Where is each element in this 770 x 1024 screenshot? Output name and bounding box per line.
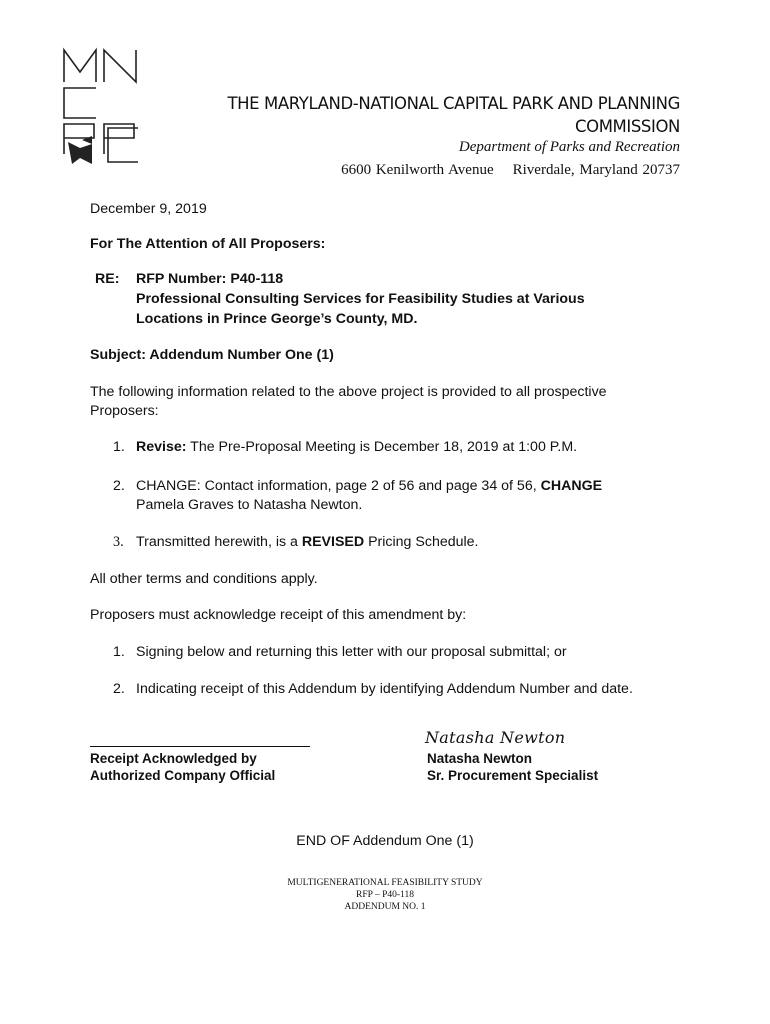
org-name-line2: COMMISSION <box>575 117 680 136</box>
pricing-emphasis: REVISED <box>301 534 365 550</box>
ack-item-1: Signing below and returning this letter with our proposal submittal; or <box>136 644 567 660</box>
street-address: 6600 Kenilworth Avenue <box>341 162 494 178</box>
change-item-line2: Pamela Graves to Natasha Newton. <box>136 497 363 513</box>
signature-rule <box>90 746 310 747</box>
rfp-number: RFP Number: P40-118 <box>136 271 284 287</box>
pricing-text-pre: Transmitted herewith, is a <box>136 534 302 550</box>
signer-name: Natasha Newton <box>427 751 533 766</box>
letter-date: December 9, 2019 <box>90 201 207 217</box>
change-item-line1 <box>136 477 602 496</box>
receipt-acknowledged-label: Receipt Acknowledged by <box>90 751 257 766</box>
city-address: Riverdale, Maryland 20737 <box>512 162 680 178</box>
authorized-official-label: Authorized Company Official <box>90 768 276 783</box>
mncppc-logo <box>58 44 142 168</box>
subject-line: Subject: Addendum Number One (1) <box>90 347 334 363</box>
revise-item <box>136 438 577 457</box>
intro-line1: The following information related to the above project is provided to all prospective <box>90 384 607 400</box>
revise-label: Revise: <box>136 439 187 455</box>
footer-line1: MULTIGENERATIONAL FEASIBILITY STUDY <box>287 878 483 888</box>
end-of-addendum: END OF Addendum One (1) <box>296 833 474 849</box>
ack-item-2: Indicating receipt of this Addendum by identifying Addendum Number and date. <box>136 681 633 697</box>
project-title-line1: Professional Consulting Services for Feasibility Studies at Various <box>136 291 585 307</box>
pricing-text-post: Pricing Schedule. <box>364 534 479 550</box>
change-text: CHANGE: Contact information, page 2 of 56 and page 34 of 56, <box>136 478 541 494</box>
footer-line2: RFP – P40-118 <box>356 890 414 900</box>
intro-line2: Proposers: <box>90 403 159 419</box>
item-number: 1. <box>113 439 125 455</box>
address <box>341 162 680 179</box>
revise-text: The Pre-Proposal Meeting is December 18, 2019 at 1:00 P.M. <box>186 439 578 455</box>
attention-line: For The Attention of All Proposers: <box>90 236 326 252</box>
department-name: Department of Parks and Recreation <box>458 139 680 155</box>
handwritten-signature: Natasha Newton <box>425 728 566 747</box>
item-number: 3. <box>113 534 124 550</box>
project-title-line2: Locations in Prince George’s County, MD. <box>136 311 418 327</box>
item-number: 1. <box>113 644 125 660</box>
signer-title: Sr. Procurement Specialist <box>427 768 599 783</box>
footer-line3: ADDENDUM NO. 1 <box>344 902 426 912</box>
other-terms: All other terms and conditions apply. <box>90 571 318 587</box>
change-emphasis: CHANGE <box>540 478 603 494</box>
item-number: 2. <box>113 681 125 697</box>
org-name-line1: THE MARYLAND-NATIONAL CAPITAL PARK AND PLANNING <box>227 94 680 113</box>
pricing-item <box>136 533 479 552</box>
re-label: RE: <box>95 271 120 287</box>
item-number: 2. <box>113 478 125 494</box>
acknowledge-intro: Proposers must acknowledge receipt of this amendment by: <box>90 607 467 623</box>
